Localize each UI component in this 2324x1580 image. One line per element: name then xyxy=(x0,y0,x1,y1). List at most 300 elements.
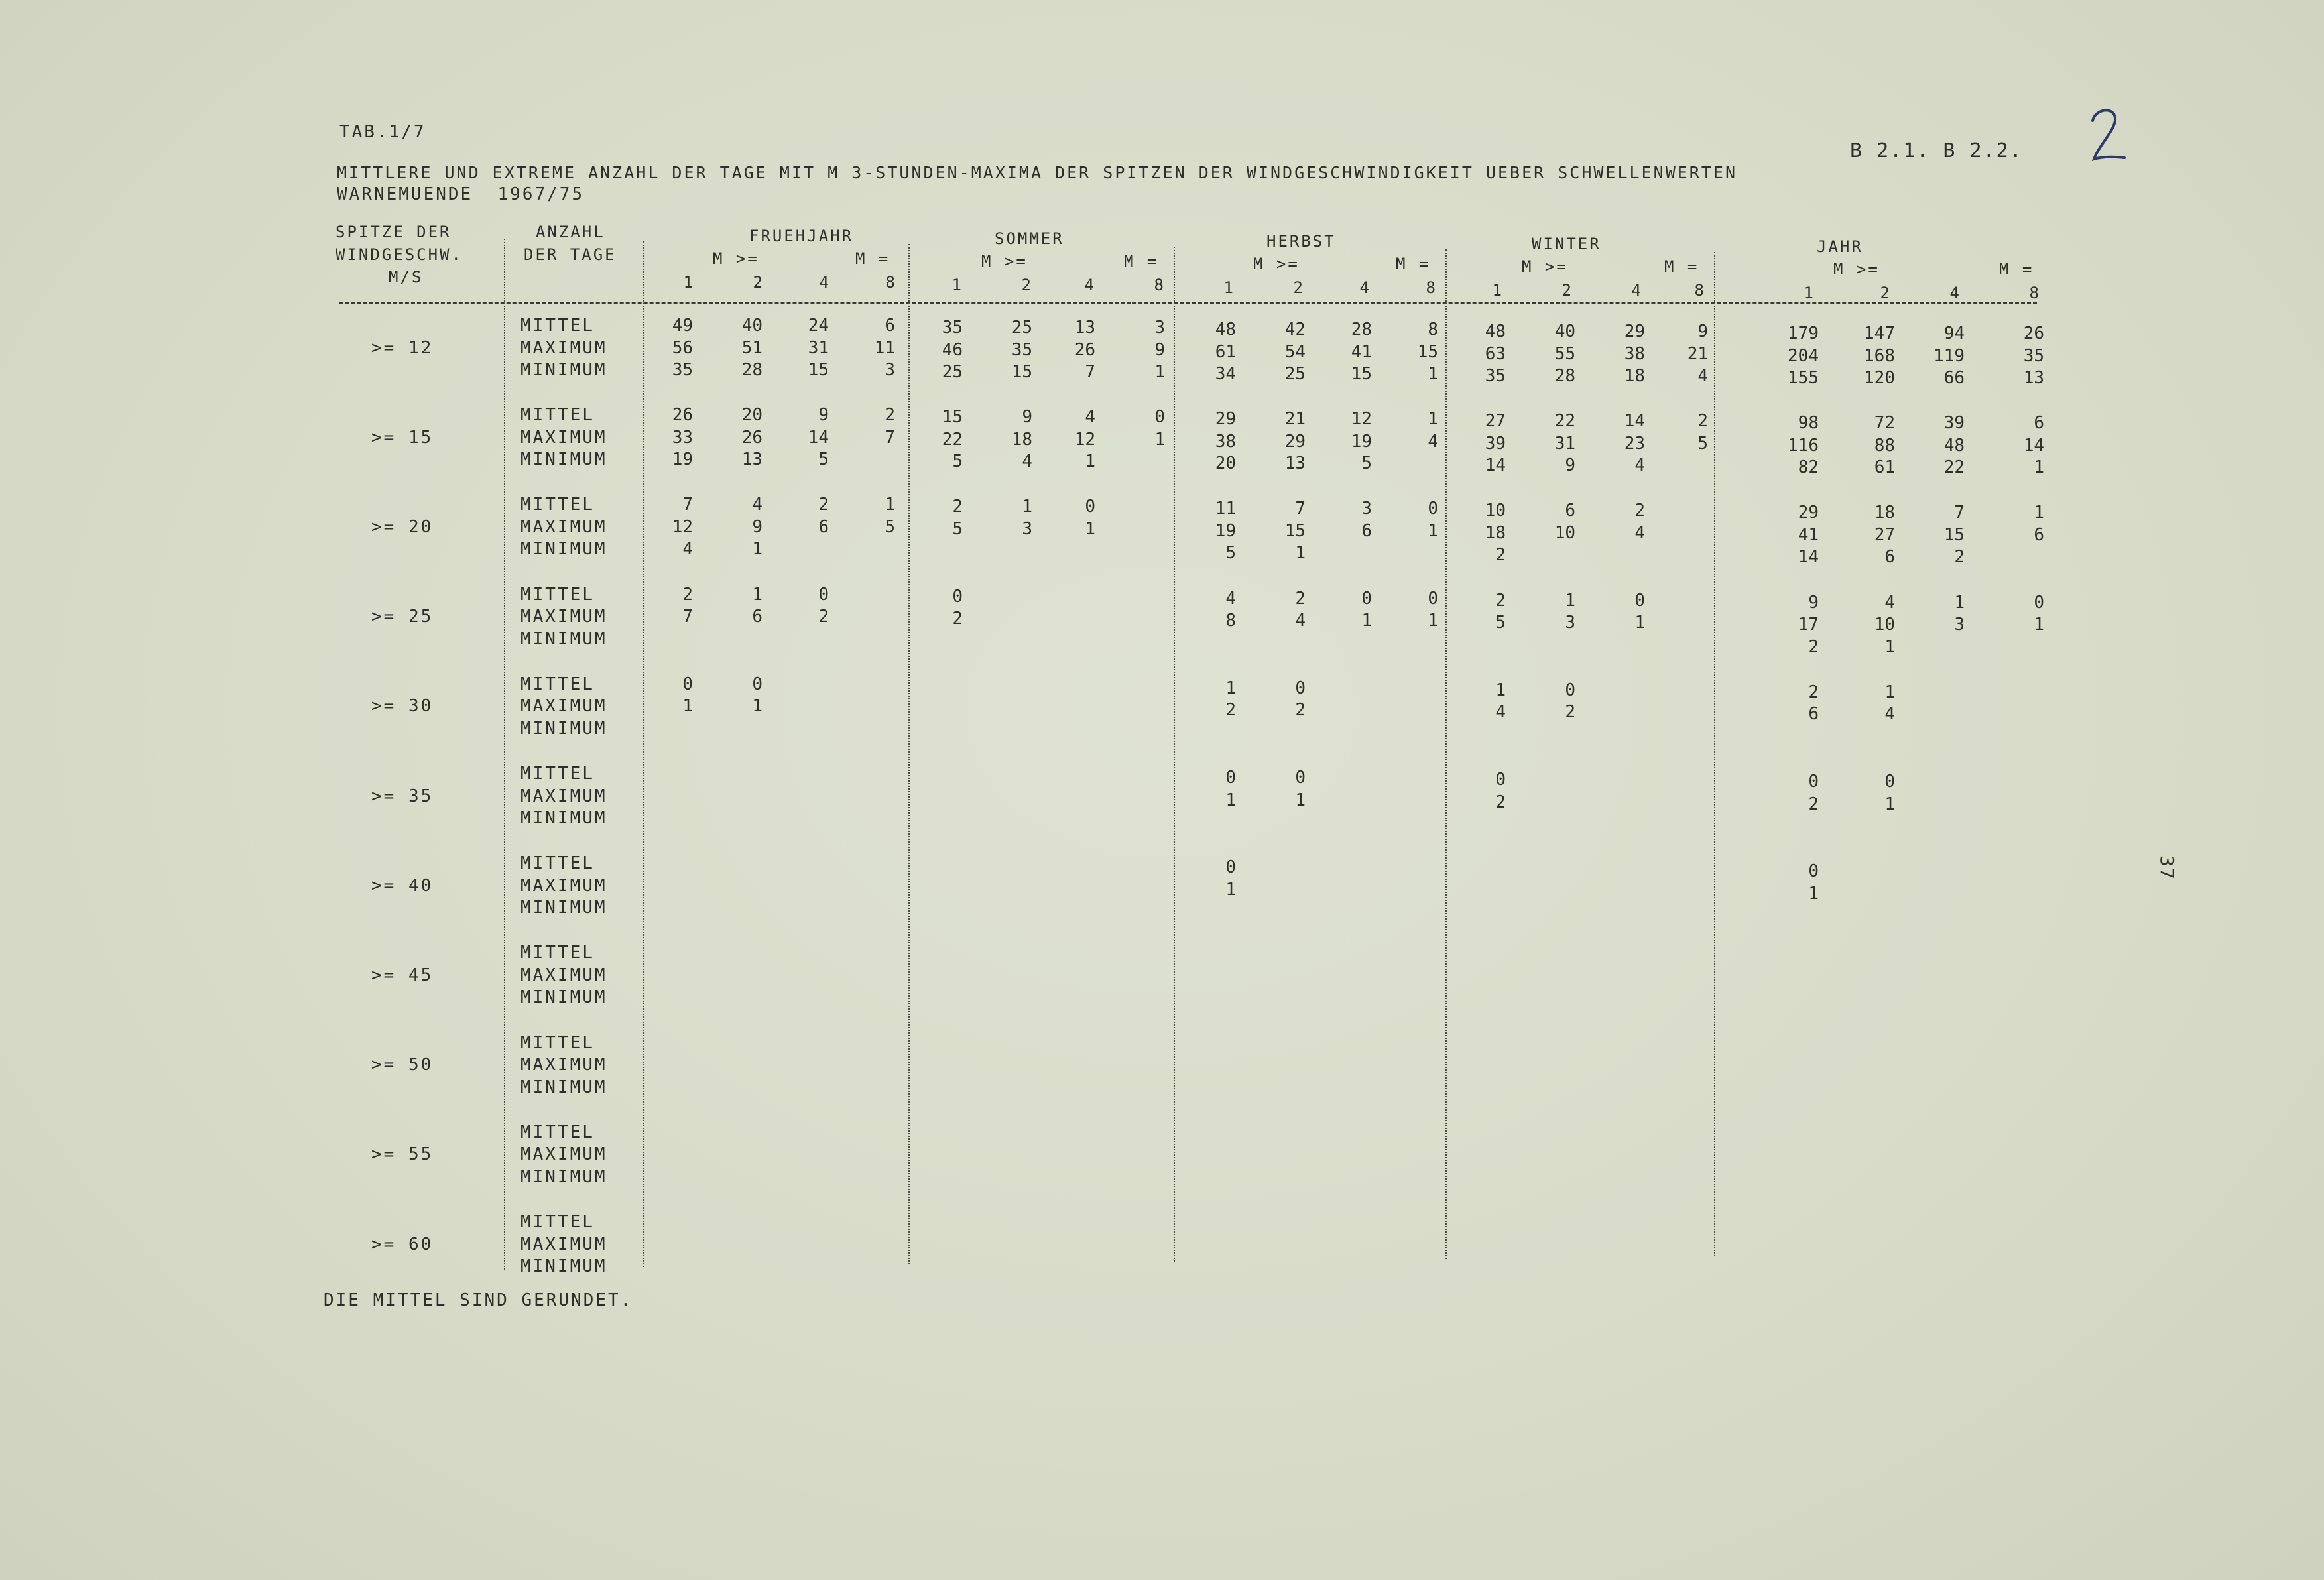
table-cell: 35 xyxy=(1011,339,1032,360)
table-cell: 2 xyxy=(1808,637,1819,657)
table-cell: 0 xyxy=(1361,588,1372,609)
table-cell: 25 xyxy=(942,362,963,382)
table-cell: 61 xyxy=(1215,341,1236,362)
table-cell: 51 xyxy=(741,337,763,358)
table-cell: 1 xyxy=(1428,409,1438,430)
table-cell: 4 xyxy=(682,539,693,560)
table-cell: 19 xyxy=(1351,431,1372,452)
table-cell: 2 xyxy=(818,607,829,627)
row-label-minimum: MINIMUM xyxy=(520,450,607,470)
header-col1-line2: WINDGESCHW. xyxy=(336,245,463,264)
threshold-label: >= 15 xyxy=(371,427,434,448)
table-cell: 5 xyxy=(952,452,963,472)
table-cell: 2 xyxy=(1565,702,1575,723)
table-cell: 8 xyxy=(1428,320,1438,339)
row-label-mittel: MITTEL xyxy=(520,405,595,426)
m-ge-label: M >= xyxy=(1253,255,1300,273)
table-cell: 5 xyxy=(818,450,829,470)
table-cell: 2 xyxy=(885,405,895,426)
row-label-mittel: MITTEL xyxy=(520,1212,595,1232)
table-cell: 12 xyxy=(1074,429,1095,450)
table-cell: 13 xyxy=(1284,454,1306,474)
table-cell: 48 xyxy=(1215,320,1236,339)
row-label-maximum: MAXIMUM xyxy=(520,1144,607,1165)
table-cell: 20 xyxy=(741,405,763,426)
m-value-header: 2 xyxy=(753,273,763,292)
table-cell: 120 xyxy=(1864,368,1895,388)
threshold-label: >= 40 xyxy=(371,875,434,896)
table-cell: 8 xyxy=(1225,611,1236,631)
table-cell: 4 xyxy=(1295,611,1306,631)
table-cell: 10 xyxy=(1485,501,1506,521)
table-cell: 94 xyxy=(1943,324,1965,343)
table-cell: 2 xyxy=(1295,700,1306,721)
table-cell: 11 xyxy=(874,337,895,358)
m-eq-label: M = xyxy=(1396,255,1431,273)
row-label-maximum: MAXIMUM xyxy=(520,607,607,627)
table-cell: 42 xyxy=(1284,320,1306,339)
threshold-label: >= 55 xyxy=(371,1144,434,1165)
season-header-2: SOMMER xyxy=(995,229,1064,248)
row-label-mittel: MITTEL xyxy=(520,1122,595,1142)
table-cell: 15 xyxy=(1943,524,1965,545)
table-cell: 1 xyxy=(1884,637,1895,657)
row-label-maximum: MAXIMUM xyxy=(520,517,607,537)
header-col1-line1: SPITZE DER xyxy=(336,223,452,241)
table-cell: 1 xyxy=(1954,592,1965,613)
threshold-label: >= 30 xyxy=(371,696,434,717)
table-cell: 0 xyxy=(1565,680,1575,700)
table-cell: 10 xyxy=(1554,522,1575,543)
table-cell: 29 xyxy=(1215,409,1236,430)
row-label-maximum: MAXIMUM xyxy=(520,965,607,985)
table-cell: 38 xyxy=(1624,343,1645,364)
header-col2-line1: ANZAHL xyxy=(536,223,605,241)
table-cell: 15 xyxy=(942,407,963,428)
table-cell: 4 xyxy=(1697,366,1708,386)
table-cell: 2 xyxy=(818,495,829,515)
table-cell: 0 xyxy=(1428,588,1438,609)
table-cell: 40 xyxy=(1554,322,1575,341)
threshold-label: >= 12 xyxy=(371,337,434,358)
m-value-header: 8 xyxy=(1694,281,1704,300)
table-cell: 2 xyxy=(1495,545,1506,566)
table-cell: 9 xyxy=(1697,322,1708,341)
table-cell: 4 xyxy=(1634,456,1645,476)
m-value-header: 8 xyxy=(885,273,895,292)
column-separator xyxy=(1174,247,1175,1262)
table-cell: 116 xyxy=(1788,435,1819,456)
row-label-minimum: MINIMUM xyxy=(520,808,607,828)
table-cell: 1 xyxy=(1808,883,1819,904)
table-cell: 56 xyxy=(672,337,693,358)
table-cell: 22 xyxy=(1554,411,1575,432)
table-cell: 155 xyxy=(1788,368,1819,388)
table-cell: 35 xyxy=(672,360,693,380)
table-cell: 1 xyxy=(752,584,763,605)
table-cell: 35 xyxy=(2023,345,2044,366)
table-cell: 2 xyxy=(952,609,963,629)
m-value-header: 2 xyxy=(1293,278,1303,297)
column-separator xyxy=(908,244,910,1264)
table-cell: 1 xyxy=(682,696,693,717)
row-label-minimum: MINIMUM xyxy=(520,987,607,1008)
m-value-header: 1 xyxy=(683,273,693,292)
m-ge-label: M >= xyxy=(981,252,1028,271)
table-cell: 4 xyxy=(1085,407,1095,428)
table-cell: 12 xyxy=(672,517,693,537)
table-cell: 3 xyxy=(1154,318,1165,337)
table-cell: 6 xyxy=(1884,547,1895,568)
table-cell: 2 xyxy=(1295,588,1306,609)
table-cell: 28 xyxy=(741,360,763,380)
table-cell: 1 xyxy=(1565,590,1575,611)
season-header-4: WINTER xyxy=(1532,235,1601,253)
table-cell: 31 xyxy=(808,337,829,358)
table-cell: 2 xyxy=(1225,700,1236,721)
table-cell: 18 xyxy=(1485,522,1506,543)
table-cell: 119 xyxy=(1933,345,1965,366)
table-cell: 4 xyxy=(1495,702,1506,723)
m-ge-label: M >= xyxy=(713,249,759,268)
table-cell: 2 xyxy=(682,584,693,605)
table-cell: 1 xyxy=(1428,520,1438,541)
row-label-maximum: MAXIMUM xyxy=(520,786,607,806)
row-label-minimum: MINIMUM xyxy=(520,718,607,739)
table-cell: 1 xyxy=(1295,790,1306,810)
header-col1-line3: M/S xyxy=(389,268,424,286)
threshold-label: >= 50 xyxy=(371,1055,434,1075)
table-cell: 1 xyxy=(1225,790,1236,810)
row-label-mittel: MITTEL xyxy=(520,674,595,694)
table-cell: 1 xyxy=(752,696,763,717)
m-value-header: 2 xyxy=(1561,281,1571,300)
m-eq-label: M = xyxy=(1999,260,2034,278)
table-cell: 0 xyxy=(818,584,829,605)
row-label-mittel: MITTEL xyxy=(520,495,595,515)
table-cell: 26 xyxy=(1074,339,1095,360)
table-cell: 0 xyxy=(1085,497,1095,517)
table-cell: 1 xyxy=(2034,457,2044,478)
table-cell: 15 xyxy=(1284,520,1306,541)
table-cell: 4 xyxy=(1225,588,1236,609)
table-cell: 1 xyxy=(1085,452,1095,472)
season-header-3: HERBST xyxy=(1266,232,1336,251)
m-value-header: 8 xyxy=(1426,278,1436,297)
table-cell: 54 xyxy=(1284,341,1306,362)
m-value-header: 4 xyxy=(819,273,829,292)
table-cell: 7 xyxy=(682,495,693,515)
page-number: 37 xyxy=(2156,855,2178,881)
table-cell: 1 xyxy=(1085,518,1095,539)
station-period: WARNEMUENDE 1967/75 xyxy=(337,184,585,204)
table-cell: 147 xyxy=(1864,324,1895,343)
table-cell: 15 xyxy=(1417,341,1438,362)
table-cell: 25 xyxy=(1011,318,1032,337)
table-cell: 0 xyxy=(1495,770,1506,790)
table-cell: 29 xyxy=(1798,503,1819,523)
table-cell: 14 xyxy=(808,427,829,448)
m-value-header: 8 xyxy=(1154,276,1164,294)
table-cell: 2 xyxy=(1808,682,1819,702)
table-cell: 13 xyxy=(2023,368,2044,388)
handwritten-mark xyxy=(2087,106,2127,166)
table-cell: 14 xyxy=(1798,547,1819,568)
table-cell: 2 xyxy=(1808,794,1819,814)
table-cell: 0 xyxy=(2034,592,2044,613)
table-cell: 0 xyxy=(682,674,693,694)
table-cell: 3 xyxy=(885,360,895,380)
table-cell: 9 xyxy=(1565,456,1575,476)
table-cell: 18 xyxy=(1874,503,1895,523)
table-cell: 34 xyxy=(1215,364,1236,384)
m-value-header: 4 xyxy=(1631,281,1641,300)
table-cell: 0 xyxy=(1428,499,1438,519)
table-cell: 4 xyxy=(1884,704,1895,725)
table-cell: 9 xyxy=(752,517,763,537)
table-cell: 15 xyxy=(1351,364,1372,384)
m-value-header: 8 xyxy=(2029,284,2039,302)
row-label-maximum: MAXIMUM xyxy=(520,337,607,358)
m-eq-label: M = xyxy=(1124,252,1159,271)
table-cell: 1 xyxy=(1154,429,1165,450)
table-cell: 2 xyxy=(1697,411,1708,432)
table-cell: 5 xyxy=(1225,543,1236,564)
threshold-label: >= 20 xyxy=(371,517,434,537)
table-cell: 1 xyxy=(1428,364,1438,384)
table-cell: 0 xyxy=(1225,768,1236,788)
m-ge-label: M >= xyxy=(1522,257,1568,276)
table-cell: 1 xyxy=(752,539,763,560)
m-value-header: 2 xyxy=(1021,276,1031,294)
table-cell: 4 xyxy=(1634,522,1645,543)
table-cell: 39 xyxy=(1943,413,1965,434)
table-cell: 5 xyxy=(1495,613,1506,633)
table-cell: 1 xyxy=(885,495,895,515)
table-cell: 35 xyxy=(1485,366,1506,386)
row-label-minimum: MINIMUM xyxy=(520,898,607,918)
table-cell: 27 xyxy=(1874,524,1895,545)
table-cell: 72 xyxy=(1874,413,1895,434)
table-cell: 4 xyxy=(1022,452,1032,472)
table-cell: 28 xyxy=(1351,320,1372,339)
table-cell: 1 xyxy=(2034,615,2044,635)
row-label-minimum: MINIMUM xyxy=(520,360,607,380)
table-cell: 21 xyxy=(1284,409,1306,430)
table-cell: 17 xyxy=(1798,615,1819,635)
m-eq-label: M = xyxy=(1664,257,1699,276)
table-cell: 9 xyxy=(1154,339,1165,360)
table-cell: 1 xyxy=(1428,611,1438,631)
table-cell: 2 xyxy=(1495,590,1506,611)
table-cell: 26 xyxy=(672,405,693,426)
table-cell: 3 xyxy=(1361,499,1372,519)
m-ge-label: M >= xyxy=(1833,260,1880,278)
table-cell: 1 xyxy=(2034,503,2044,523)
table-cell: 18 xyxy=(1011,429,1032,450)
table-id: TAB.1/7 xyxy=(339,122,426,142)
table-cell: 26 xyxy=(2023,324,2044,343)
table-cell: 1 xyxy=(1495,680,1506,700)
table-cell: 3 xyxy=(1954,615,1965,635)
table-cell: 39 xyxy=(1485,433,1506,454)
table-cell: 6 xyxy=(818,517,829,537)
row-label-maximum: MAXIMUM xyxy=(520,696,607,717)
table-cell: 0 xyxy=(1295,678,1306,698)
m-value-header: 1 xyxy=(951,276,961,294)
table-cell: 6 xyxy=(752,607,763,627)
header-divider xyxy=(339,302,2037,304)
table-cell: 31 xyxy=(1554,433,1575,454)
m-value-header: 1 xyxy=(1492,281,1502,300)
table-cell: 14 xyxy=(1485,456,1506,476)
table-cell: 2 xyxy=(1954,547,1965,568)
table-cell: 2 xyxy=(952,497,963,517)
threshold-label: >= 45 xyxy=(371,965,434,985)
table-cell: 40 xyxy=(741,316,763,335)
row-label-maximum: MAXIMUM xyxy=(520,875,607,896)
table-cell: 98 xyxy=(1798,413,1819,434)
table-cell: 1 xyxy=(1154,362,1165,382)
column-separator xyxy=(1445,249,1447,1259)
table-cell: 6 xyxy=(2034,524,2044,545)
season-header-1: FRUEHJAHR xyxy=(749,227,854,245)
row-label-maximum: MAXIMUM xyxy=(520,1234,607,1254)
table-cell: 0 xyxy=(752,674,763,694)
footnote: DIE MITTEL SIND GERUNDET. xyxy=(324,1290,633,1310)
table-cell: 63 xyxy=(1485,343,1506,364)
table-cell: 29 xyxy=(1624,322,1645,341)
table-cell: 28 xyxy=(1554,366,1575,386)
table-cell: 19 xyxy=(672,450,693,470)
table-cell: 23 xyxy=(1624,433,1645,454)
m-value-header: 1 xyxy=(1804,284,1813,302)
table-cell: 4 xyxy=(1428,431,1438,452)
table-cell: 49 xyxy=(672,316,693,335)
table-cell: 41 xyxy=(1351,341,1372,362)
table-cell: 0 xyxy=(1295,768,1306,788)
table-cell: 82 xyxy=(1798,457,1819,478)
row-label-mittel: MITTEL xyxy=(520,316,595,335)
table-cell: 10 xyxy=(1874,615,1895,635)
threshold-label: >= 25 xyxy=(371,607,434,627)
table-cell: 7 xyxy=(885,427,895,448)
row-label-minimum: MINIMUM xyxy=(520,539,607,560)
table-cell: 6 xyxy=(1361,520,1372,541)
header-col2-line2: DER TAGE xyxy=(524,245,617,264)
table-cell: 7 xyxy=(1295,499,1306,519)
season-header-5: JAHR xyxy=(1817,237,1863,256)
row-label-minimum: MINIMUM xyxy=(520,1166,607,1187)
table-cell: 48 xyxy=(1943,435,1965,456)
m-eq-label: M = xyxy=(855,249,890,268)
row-label-mittel: MITTEL xyxy=(520,943,595,963)
table-cell: 0 xyxy=(1884,772,1895,792)
table-cell: 19 xyxy=(1215,520,1236,541)
table-cell: 168 xyxy=(1864,345,1895,366)
table-cell: 6 xyxy=(885,316,895,335)
row-label-mittel: MITTEL xyxy=(520,584,595,605)
table-cell: 21 xyxy=(1687,343,1708,364)
table-cell: 14 xyxy=(1624,411,1645,432)
table-cell: 0 xyxy=(952,586,963,607)
table-cell: 2 xyxy=(1495,792,1506,812)
row-label-minimum: MINIMUM xyxy=(520,1077,607,1097)
table-cell: 61 xyxy=(1874,457,1895,478)
m-value-header: 2 xyxy=(1880,284,1890,302)
table-cell: 22 xyxy=(1943,457,1965,478)
table-cell: 204 xyxy=(1788,345,1819,366)
table-cell: 41 xyxy=(1798,524,1819,545)
table-cell: 1 xyxy=(1022,497,1032,517)
table-cell: 15 xyxy=(1011,362,1032,382)
row-label-minimum: MINIMUM xyxy=(520,1256,607,1276)
m-value-header: 4 xyxy=(1359,278,1369,297)
row-label-maximum: MAXIMUM xyxy=(520,1055,607,1075)
table-cell: 4 xyxy=(1884,592,1895,613)
table-cell: 0 xyxy=(1808,772,1819,792)
table-cell: 66 xyxy=(1943,368,1965,388)
table-cell: 0 xyxy=(1225,857,1236,878)
table-cell: 6 xyxy=(1565,501,1575,521)
table-cell: 26 xyxy=(741,427,763,448)
table-cell: 25 xyxy=(1284,364,1306,384)
table-cell: 6 xyxy=(2034,413,2044,434)
table-cell: 5 xyxy=(1361,454,1372,474)
table-cell: 3 xyxy=(1022,518,1032,539)
row-label-mittel: MITTEL xyxy=(520,853,595,874)
table-cell: 33 xyxy=(672,427,693,448)
table-cell: 9 xyxy=(1022,407,1032,428)
table-cell: 88 xyxy=(1874,435,1895,456)
table-cell: 7 xyxy=(682,607,693,627)
table-cell: 48 xyxy=(1485,322,1506,341)
table-title: MITTLERE UND EXTREME ANZAHL DER TAGE MIT M 3-STUNDEN-MAXIMA DER SPITZEN DER WINDGESCHWINDIGKEIT UEBER SCHWELLENWERTEN xyxy=(337,163,1737,182)
row-label-mittel: MITTEL xyxy=(520,1032,595,1053)
table-cell: 0 xyxy=(1634,590,1645,611)
table-cell: 5 xyxy=(1697,433,1708,454)
table-cell: 9 xyxy=(818,405,829,426)
threshold-label: >= 35 xyxy=(371,786,434,806)
table-cell: 0 xyxy=(1154,407,1165,428)
threshold-label: >= 60 xyxy=(371,1234,434,1254)
table-cell: 20 xyxy=(1215,454,1236,474)
m-value-header: 1 xyxy=(1223,278,1233,297)
table-cell: 3 xyxy=(1565,613,1575,633)
table-cell: 38 xyxy=(1215,431,1236,452)
table-cell: 13 xyxy=(1074,318,1095,337)
table-cell: 2 xyxy=(1634,501,1645,521)
m-value-header: 4 xyxy=(1949,284,1959,302)
table-cell: 1 xyxy=(1295,543,1306,564)
table-cell: 14 xyxy=(2023,435,2044,456)
table-cell: 4 xyxy=(752,495,763,515)
column-separator xyxy=(504,239,505,1270)
row-label-maximum: MAXIMUM xyxy=(520,427,607,448)
m-value-header: 4 xyxy=(1084,276,1094,294)
table-cell: 12 xyxy=(1351,409,1372,430)
table-cell: 9 xyxy=(1808,592,1819,613)
table-cell: 29 xyxy=(1284,431,1306,452)
table-cell: 179 xyxy=(1788,324,1819,343)
table-cell: 22 xyxy=(942,429,963,450)
reference-code: B 2.1. B 2.2. xyxy=(1850,139,2023,162)
table-cell: 46 xyxy=(942,339,963,360)
table-cell: 24 xyxy=(808,316,829,335)
table-cell: 13 xyxy=(741,450,763,470)
table-cell: 1 xyxy=(1225,678,1236,698)
table-cell: 18 xyxy=(1624,366,1645,386)
